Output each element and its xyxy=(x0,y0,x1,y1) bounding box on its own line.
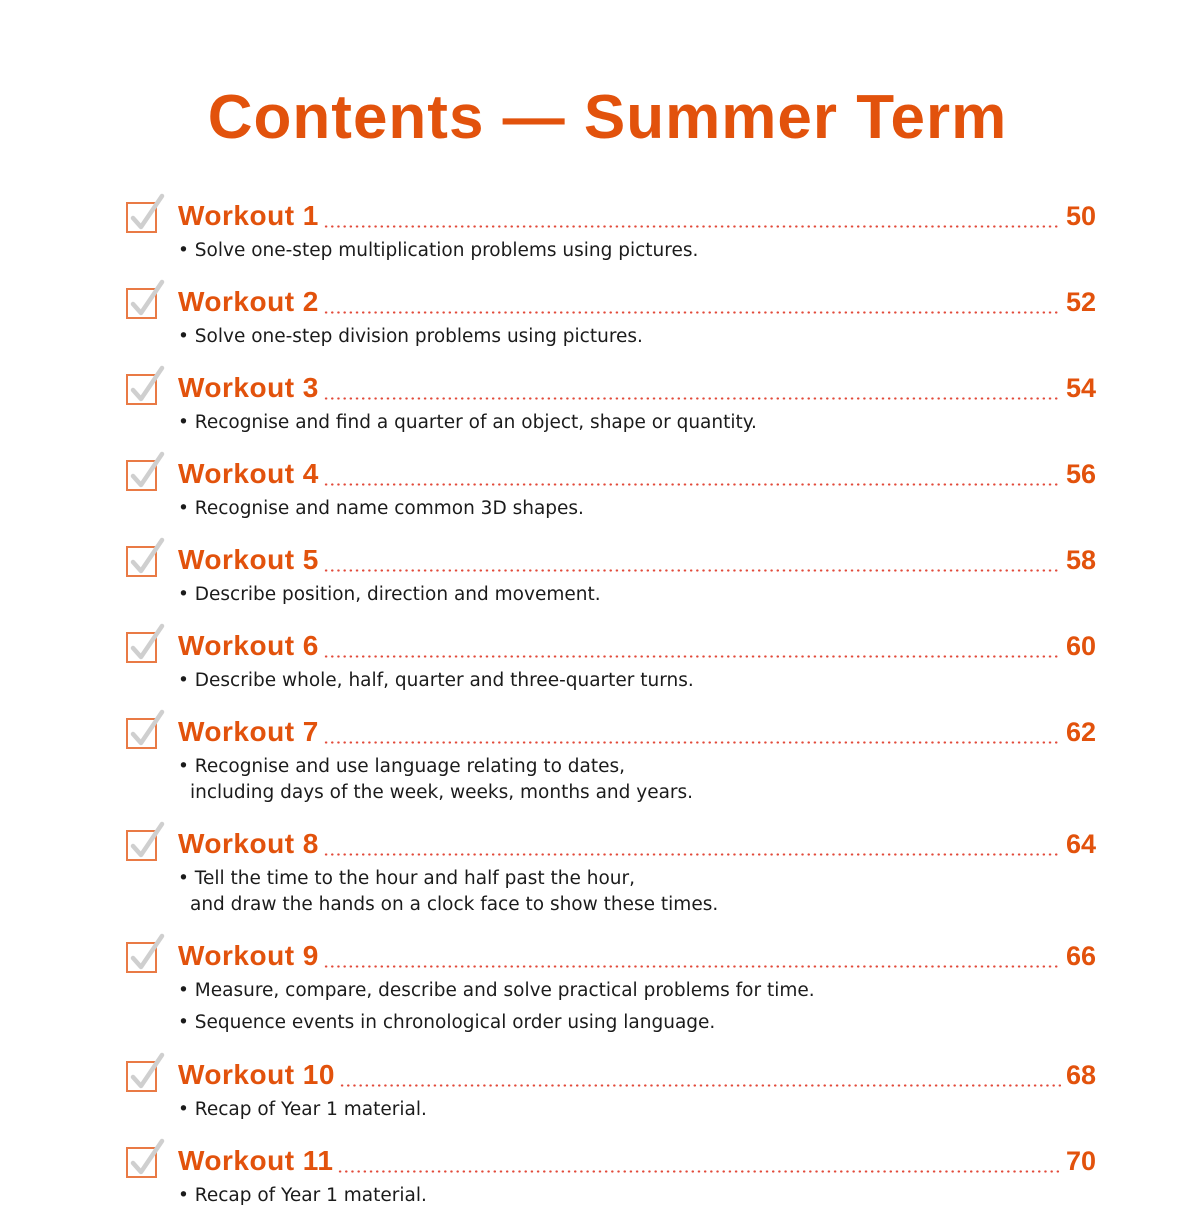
objective-bullet: • Recognise and name common 3D shapes. xyxy=(178,498,584,519)
checkmark-icon xyxy=(130,194,164,232)
objective-bullet: • Sequence events in chronological order using language. xyxy=(178,1012,716,1033)
checkmark-icon xyxy=(130,452,164,490)
contents-entry-workout-6 xyxy=(126,628,1096,700)
page-number[interactable]: 50 xyxy=(1063,198,1096,234)
workout-description xyxy=(178,1183,1096,1209)
workout-title[interactable]: Workout 2 xyxy=(178,284,323,320)
page-number[interactable]: 66 xyxy=(1063,938,1096,974)
checkbox-workout-10[interactable] xyxy=(126,1061,157,1092)
contents-entry-workout-3 xyxy=(126,370,1096,442)
contents-entry-workout-1 xyxy=(126,198,1096,270)
workout-description xyxy=(178,582,1096,608)
page-number[interactable]: 58 xyxy=(1063,542,1096,578)
workout-title[interactable]: Workout 8 xyxy=(178,826,323,862)
objective-bullet: • Measure, compare, describe and solve practical problems for time. xyxy=(178,980,815,1001)
contents-entry-workout-7 xyxy=(126,714,1096,812)
workout-title[interactable]: Workout 4 xyxy=(178,456,323,492)
checkbox-workout-1[interactable] xyxy=(126,202,157,233)
checkbox-workout-3[interactable] xyxy=(126,374,157,405)
dot-leader xyxy=(323,569,1061,572)
checkmark-icon xyxy=(130,366,164,404)
checkmark-icon xyxy=(130,822,164,860)
checkbox-workout-7[interactable] xyxy=(126,718,157,749)
workout-title[interactable]: Workout 5 xyxy=(178,542,323,578)
page-number[interactable]: 60 xyxy=(1063,628,1096,664)
page-number[interactable]: 56 xyxy=(1063,456,1096,492)
contents-entry-workout-11 xyxy=(126,1143,1096,1215)
checkbox-workout-6[interactable] xyxy=(126,632,157,663)
page-title: Contents — Summer Term xyxy=(207,83,1008,152)
page-number[interactable]: 62 xyxy=(1063,714,1096,750)
checkmark-icon xyxy=(130,1053,164,1091)
dot-leader xyxy=(323,965,1061,968)
checkbox-workout-8[interactable] xyxy=(126,830,157,861)
workout-description xyxy=(178,668,1096,694)
checkbox-workout-9[interactable] xyxy=(126,942,157,973)
checkmark-icon xyxy=(130,280,164,318)
checkbox-workout-2[interactable] xyxy=(126,288,157,319)
objective-bullet: • Solve one-step division problems using pictures. xyxy=(178,326,643,347)
objective-bullet: • Solve one-step multiplication problems using pictures. xyxy=(178,240,699,261)
objective-bullet: • Recognise and find a quarter of an object, shape or quantity. xyxy=(178,412,757,433)
checkmark-icon xyxy=(130,538,164,576)
workout-description xyxy=(178,238,1096,264)
dot-leader xyxy=(323,853,1061,856)
workout-title[interactable]: Workout 6 xyxy=(178,628,323,664)
contents-entry-workout-4 xyxy=(126,456,1096,528)
contents-entry-workout-8 xyxy=(126,826,1096,924)
workout-description xyxy=(178,324,1096,350)
checkbox-workout-11[interactable] xyxy=(126,1147,157,1178)
objective-bullet: • Describe position, direction and movement. xyxy=(178,584,601,605)
objective-bullet: • Recap of Year 1 material. xyxy=(178,1185,427,1206)
checkmark-icon xyxy=(130,710,164,748)
dot-leader xyxy=(323,225,1061,228)
workout-description xyxy=(178,866,1096,918)
dot-leader xyxy=(323,483,1061,486)
dot-leader xyxy=(323,397,1061,400)
page-number[interactable]: 54 xyxy=(1063,370,1096,406)
workout-title[interactable]: Workout 1 xyxy=(178,198,323,234)
dot-leader xyxy=(339,1084,1061,1087)
objective-bullet: • Describe whole, half, quarter and three-quarter turns. xyxy=(178,670,694,691)
workout-description xyxy=(178,410,1096,436)
checkbox-workout-4[interactable] xyxy=(126,460,157,491)
page-number[interactable]: 70 xyxy=(1063,1143,1096,1179)
checkmark-icon xyxy=(130,934,164,972)
dot-leader xyxy=(323,655,1061,658)
contents-entry-workout-9 xyxy=(126,938,1096,1042)
dot-leader xyxy=(337,1170,1061,1173)
checkmark-icon xyxy=(130,624,164,662)
contents-entry-workout-2 xyxy=(126,284,1096,356)
checkbox-workout-5[interactable] xyxy=(126,546,157,577)
workout-title[interactable]: Workout 10 xyxy=(178,1057,339,1093)
workout-description xyxy=(178,754,1096,806)
contents-entry-workout-10 xyxy=(126,1057,1096,1129)
page-number[interactable]: 68 xyxy=(1063,1057,1096,1093)
workout-description xyxy=(178,1097,1096,1123)
page-number[interactable]: 64 xyxy=(1063,826,1096,862)
workout-title[interactable]: Workout 3 xyxy=(178,370,323,406)
workout-description xyxy=(178,978,1096,1036)
workout-description xyxy=(178,496,1096,522)
page-number[interactable]: 52 xyxy=(1063,284,1096,320)
contents-entry-workout-5 xyxy=(126,542,1096,614)
checkmark-icon xyxy=(130,1139,164,1177)
objective-bullet: • Tell the time to the hour and half past the hour, and draw the hands on a clock face to show these times. xyxy=(178,868,719,915)
workout-title[interactable]: Workout 11 xyxy=(178,1143,337,1179)
objective-bullet: • Recognise and use language relating to dates, including days of the week, weeks, months and years. xyxy=(178,756,694,803)
dot-leader xyxy=(323,741,1061,744)
objective-bullet: • Recap of Year 1 material. xyxy=(178,1099,427,1120)
workout-title[interactable]: Workout 7 xyxy=(178,714,323,750)
workout-title[interactable]: Workout 9 xyxy=(178,938,323,974)
dot-leader xyxy=(323,311,1061,314)
